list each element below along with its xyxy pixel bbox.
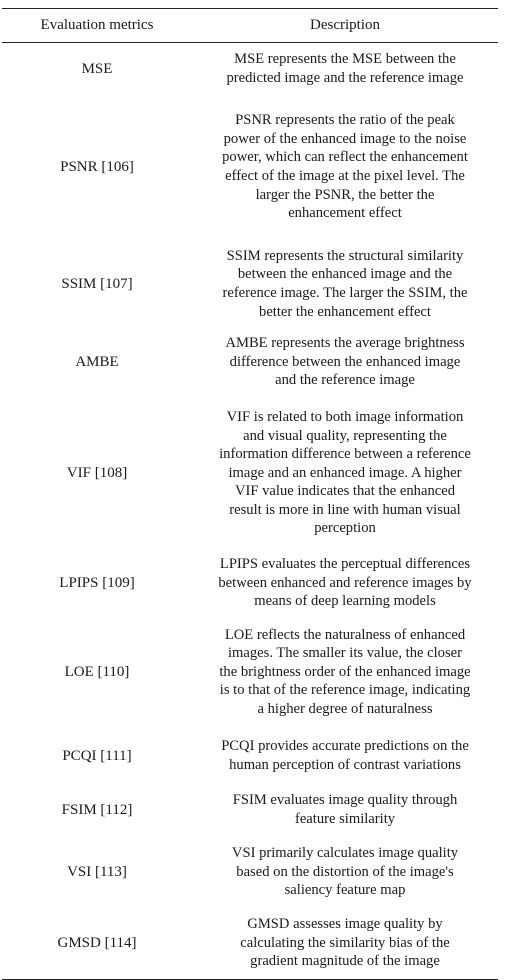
header-evaluation-metrics: Evaluation metrics <box>2 9 192 43</box>
description-line: and the reference image <box>275 372 415 389</box>
description-line: power of the enhanced image to the noise <box>223 130 467 147</box>
description-line: based on the distortion of the image's <box>236 863 454 880</box>
evaluation-metrics-table <box>2 8 498 980</box>
description-line: images. The smaller its value, the closer <box>228 645 462 662</box>
description-line: PSNR represents the ratio of the peak <box>235 112 455 129</box>
metrics-table-container <box>2 8 498 980</box>
description-cell <box>192 329 498 395</box>
table-row <box>2 615 498 729</box>
description-cell <box>192 783 498 837</box>
description-line: SSIM represents the structural similarity <box>226 247 464 264</box>
table-row <box>2 239 498 329</box>
description-cell <box>192 43 498 96</box>
description-line: between enhanced and reference images by <box>218 574 472 591</box>
description-cell <box>192 615 498 729</box>
description-line: FSIM evaluates image quality through <box>232 792 458 809</box>
description-cell <box>192 837 498 907</box>
description-line: means of deep learning models <box>254 593 436 610</box>
table-row <box>2 395 498 551</box>
description-line: result is more in line with human visual <box>229 501 461 518</box>
table-header-row <box>2 9 498 43</box>
metric-name-cell: VIF [108] <box>66 464 128 481</box>
description-line: LPIPS evaluates the perceptual differences <box>219 556 471 573</box>
description-line: reference image. The larger the SSIM, the <box>222 285 468 301</box>
description-cell <box>192 239 498 329</box>
table-row <box>2 729 498 783</box>
metric-name-cell: AMBE <box>75 353 119 370</box>
metric-name-cell: LPIPS [109] <box>59 574 135 591</box>
metric-name-cell: SSIM [107] <box>61 275 133 292</box>
description-line: enhancement effect <box>288 205 402 222</box>
description-line: power, which can reflect the enhancement <box>222 149 468 166</box>
table-row <box>2 783 498 837</box>
description-line: perception <box>314 520 376 537</box>
description-line: calculating the similarity bias of the <box>240 934 450 951</box>
metric-name-cell: MSE <box>81 60 113 77</box>
description-cell <box>192 907 498 980</box>
metric-name-cell: FSIM [112] <box>61 801 133 818</box>
table-row <box>2 837 498 907</box>
table-row <box>2 43 498 96</box>
table-row <box>2 95 498 239</box>
metric-name-cell: VSI [113] <box>67 863 127 880</box>
metric-name-cell: GMSD [114] <box>2 907 192 980</box>
description-line: the brightness order of the enhanced image <box>219 663 471 680</box>
description-line: predicted image and the reference image <box>226 70 464 86</box>
description-line: LOE reflects the naturalness of enhanced <box>224 626 466 643</box>
description-cell <box>192 551 498 615</box>
description-line: information difference between a reference <box>219 446 471 463</box>
description-line: is to that of the reference image, indicating <box>219 682 471 699</box>
description-cell <box>192 395 498 551</box>
description-line: effect of the image at the pixel level. The <box>225 168 465 184</box>
description-line: gradient magnitude of the image <box>250 953 440 970</box>
table-row <box>2 907 498 980</box>
description-line: VIF is related to both image information <box>226 408 464 425</box>
description-line: VIF value indicates that the enhanced <box>234 483 456 500</box>
header-description: Description <box>192 9 498 43</box>
description-line: image and an enhanced image. A higher <box>228 464 462 481</box>
description-line: a higher degree of naturalness <box>257 700 433 717</box>
description-line: better the enhancement effect <box>259 303 431 320</box>
description-line: AMBE represents the average brightness <box>225 335 465 352</box>
metric-name-cell: LOE [110] <box>64 663 130 680</box>
description-line: feature similarity <box>294 811 396 827</box>
description-line: VSI primarily calculates image quality <box>231 845 459 862</box>
description-line: human perception of contrast variations <box>229 757 461 773</box>
description-line: and visual quality, representing the <box>243 427 447 444</box>
description-line: PCQI provides accurate predictions on the <box>221 738 469 755</box>
table-row <box>2 551 498 615</box>
description-cell <box>192 729 498 783</box>
description-line: difference between the enhanced image <box>229 353 461 370</box>
description-line: larger the PSNR, the better the <box>255 186 435 203</box>
description-cell <box>192 95 498 239</box>
description-line: GMSD assesses image quality by <box>247 916 443 933</box>
metric-name-cell: PCQI [111] <box>62 747 132 764</box>
description-line: MSE represents the MSE between the <box>234 51 456 68</box>
metric-name-cell: PSNR [106] <box>60 158 134 175</box>
description-line: between the enhanced image and the <box>237 266 453 283</box>
table-row <box>2 329 498 395</box>
description-line: saliency feature map <box>284 882 406 899</box>
